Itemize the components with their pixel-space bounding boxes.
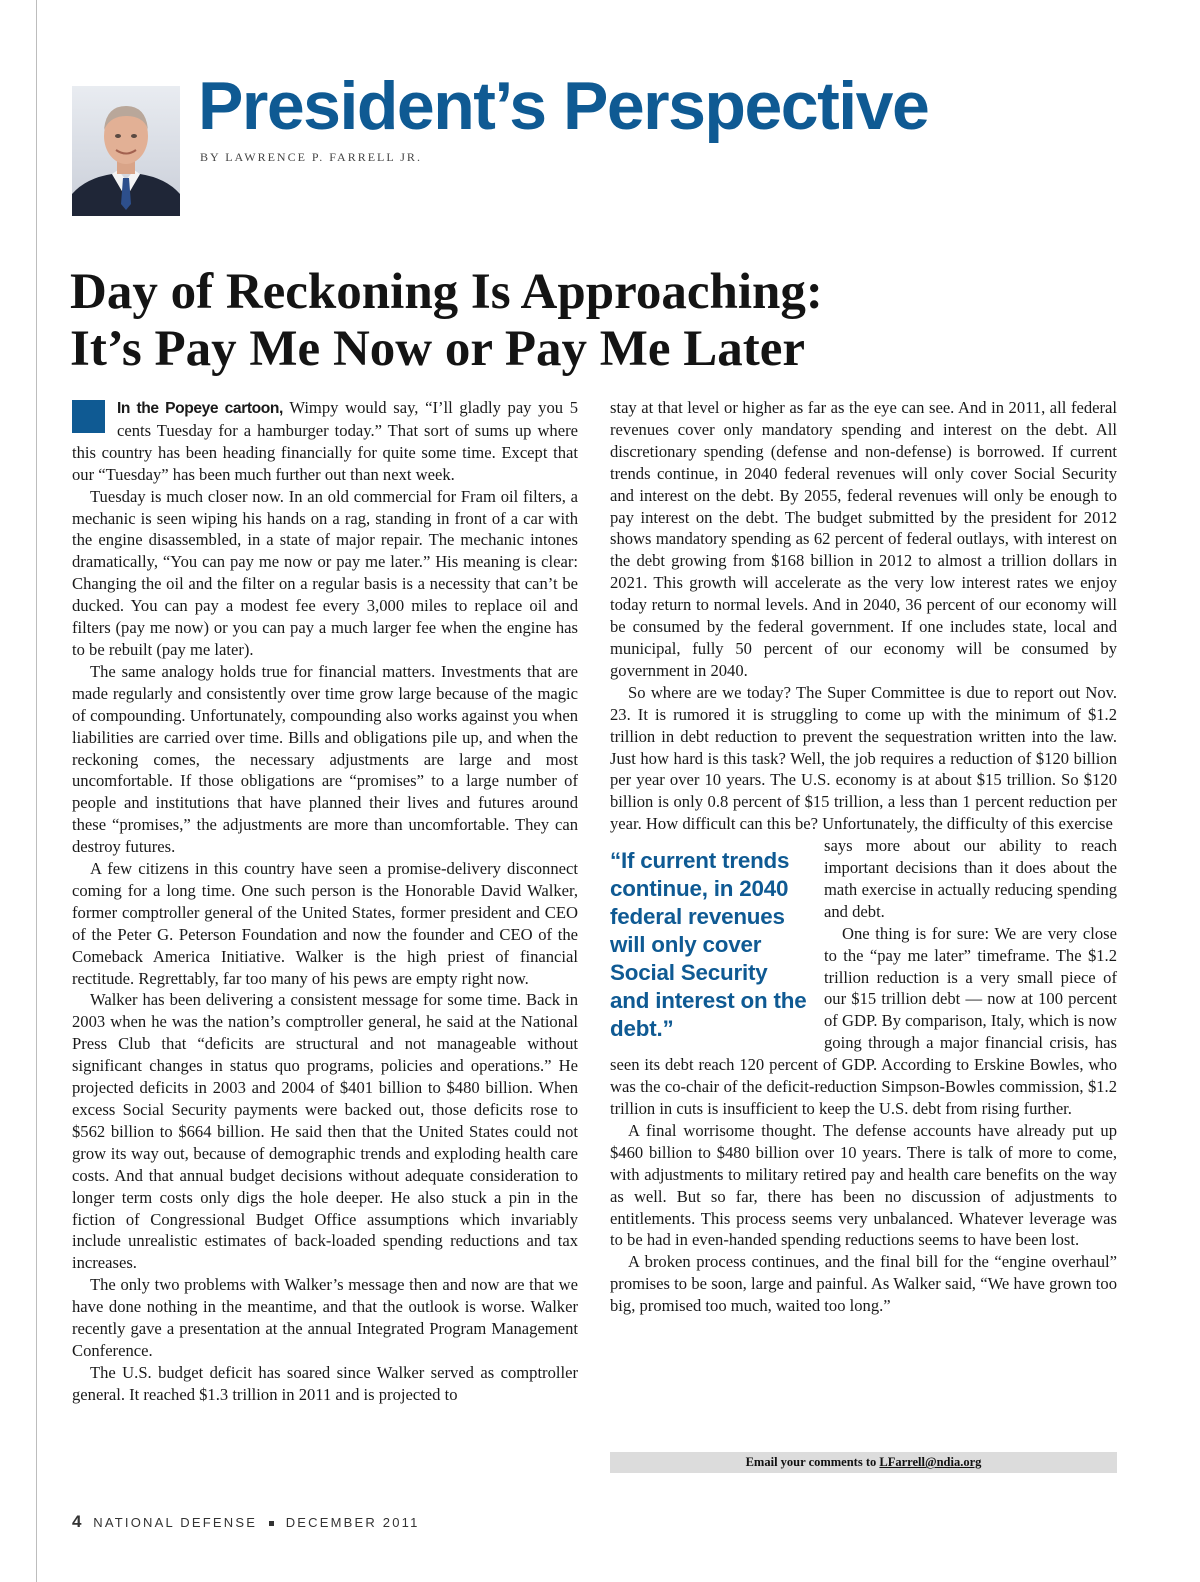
paragraph: Walker has been delivering a consistent message for some time. Back in 2003 when he was the nation’s comptroller general, he said at the National Press Club that “deficits are structural and not manageable without significant changes in status quo programs, policies and operations.” He projected deficits in 2003 and 2004 of $401 billion to $480 billion. When excess Social Security payments were backed out, those deficits rose to $562 billion to $664 billion. He said then that the United States could not grow its way out, because of demographic trends and exploding health care costs. And that annual budget decisions without adequate consideration to longer term costs only digs the hole deeper. He also stuck a pin in the fiction of Congressional Budget Office assumptions which invariably include unrealistic estimates of back-loaded spending reductions and tax increases. [72,990,578,1273]
opening-square-icon [72,400,105,433]
headline-line-2: It’s Pay Me Now or Pay Me Later [70,321,806,377]
publication-name: NATIONAL DEFENSE [93,1515,258,1530]
paragraph-text: Wimpy would say, “I’ll gladly pay you 5 cents Tuesday for a hamburger today.” That sort of sums up where this country has been heading financially for quite some time. Except that our “Tuesday” has been much further out than next week. [72,398,578,484]
paragraph: Tuesday is much closer now. In an old commercial for Fram oil filters, a mechanic is seen wiping his hands on a rag, standing in front of a car with the engine disassembled, in a state of major repair. The mechanic intones dramatically, “You can pay me now or pay me later.” His meaning is clear: Changing the oil and the filter on a regular basis is a necessity that can’t be ducked. You can pay a modest fee every 3,000 miles to replace oil and filters (pay me now) or you can pay a much larger fee when the engine has to be rebuilt (pay me later). [72,486,578,659]
paragraph: The U.S. budget deficit has soared since Walker served as comptroller general. It reached $1.3 trillion in 2011 and is projected to [72,1362,578,1404]
paragraph: The only two problems with Walker’s message then and now are that we have done nothing in the meantime, and that the outlook is worse. Walker recently gave a presentation at the annual Integrated Program Management Conference. [72,1275,578,1360]
article-headline [70,264,1130,378]
paragraph: A broken process continues, and the final bill for the “engine overhaul” promises to be soon, large and painful. As Walker said, “We have grown too big, promised too much, waited too long.” [610,1252,1117,1316]
page-footer [72,1512,420,1532]
department-title: President’s Perspective [198,68,929,144]
email-comments-bar [610,1452,1117,1473]
pull-quote: “If current trends continue, in 2040 federal revenues will only cover Social Security and interest on the debt.” [610,848,807,1042]
separator-square-icon [269,1521,274,1526]
article-column-right [610,397,1117,1317]
author-byline: BY LAWRENCE P. FARRELL JR. [200,150,422,164]
headline-line-1: Day of Reckoning Is Approaching: [70,264,823,320]
issue-date: DECEMBER 2011 [285,1515,420,1530]
article-column-left [72,397,578,1406]
lead-in: In the Popeye cartoon, [117,400,283,417]
paragraph: A final worrisome thought. The defense accounts have already put up $460 billion to $480 billion over 10 years. There is talk of more to come, with adjustments to military retired pay and health care benefits on the way as well. But so far, there has been no discussion of adjustments to entitlements. This process seems very unbalanced. Whatever leverage was to be had in even-handed spending reductions seems to have been lost. [610,1120,1117,1250]
email-prefix: Email your comments to [745,1455,880,1469]
paragraph [72,397,578,486]
paragraph: The same analogy holds true for financial matters. Investments that are made regularly and consistently over time grow large because of the magic of compounding. Unfortunately, compounding also works against you when liabilities are carried over time. Bills and obligations pile up, and when the reckoning comes, the necessary adjustments are large and most uncomfortable. If those obligations are “promises” to a large number of people and institutions that have planned their lives and futures around these “promises,” the adjustments are more than uncomfortable. They can destroy futures. [72,661,578,857]
paragraph: says more about our ability to reach important decisions than it does about the math exercise in actually reducing spending and debt. [824,836,1117,921]
paragraph: A few citizens in this country have seen a promise-delivery disconnect coming for a long time. One such person is the Honorable David Walker, former comptroller general of the United States, former president and CEO of the Peter G. Peterson Foundation and now the founder and CEO of the Comeback America Initiative. Walker is the high priest of financial rectitude. Regrettably, far too many of his pews are empty right now. [72,859,578,988]
paragraph: One thing is for sure: We are very close to the “pay me later” timeframe. The $1.2 trillion reduction is a very small piece of our $15 trillion debt — now at 100 percent of GDP. By comparison, Italy, which is now going through a major financial crisis, has seen its debt reach 120 percent of GDP. According to Erskine Bowles, who was the co-chair of the deficit-reduction Simpson-Bowles commission, $1.2 trillion in cuts is insufficient to keep the U.S. debt from rising further. [610,923,1117,1118]
paragraph: So where are we today? The Super Committee is due to report out Nov. 23. It is rumored it is struggling to come up with the minimum of $1.2 trillion in debt reduction to prevent the sequestration written into the law. Just how hard is this task? Well, the job requires a reduction of $120 billion per year over 10 years. The U.S. economy is at about $15 trillion. So $120 billion is only 0.8 percent of $15 trillion, a less than 1 percent reduction per year. How difficult can this be? Unfortunately, the difficulty of this exercise [610,682,1117,834]
page-number: 4 [72,1512,82,1531]
page-edge-rule [36,0,37,1582]
author-photo [72,86,180,216]
paragraph: stay at that level or higher as far as the eye can see. And in 2011, all federal revenues cover only mandatory spending and interest on the debt. All discretionary spending (defense and non-defense) is borrowed. If current trends continue, in 2040 federal revenues will only cover Social Security and interest on the debt. By 2055, federal revenues will only be enough to pay interest on the debt. The budget submitted by the president for 2012 shows mandatory spending as 62 percent of federal outlays, with interest on the debt growing from $168 billion in 2012 to almost a trillion dollars in 2021. This growth will accelerate as the very low interest rates we enjoy today return to normal levels. And in 2040, 36 percent of our economy will be consumed by the federal government. If one includes state, local and municipal, fully 50 percent of our economy will be consumed by government in 2040. [610,398,1117,680]
email-link[interactable]: LFarrell@ndia.org [879,1455,982,1469]
